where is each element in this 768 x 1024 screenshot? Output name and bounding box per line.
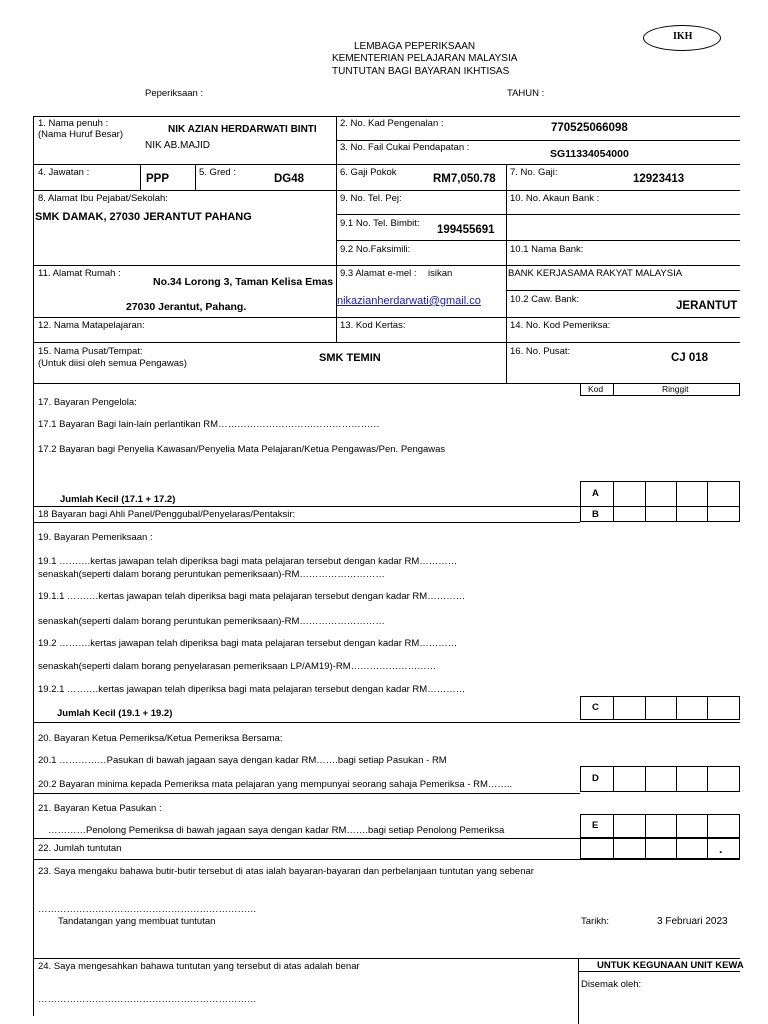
section-17-2: 17.2 Bayaran bagi Penyelia Kawasan/Penyelia Mata Pelajaran/Ketua Pengawas/Pen. Pengawas	[38, 444, 446, 455]
nama-sublabel: (Nama Huruf Besar)	[38, 129, 123, 140]
caw-label: 10.2 Caw. Bank:	[510, 294, 580, 305]
section-19-1a: 19.1 ……….kertas jawapan telah diperiksa bagi mata pelajaran tersebut dengan kadar RM…………	[38, 556, 458, 567]
section-21: 21. Bayaran Ketua Pasukan :	[38, 803, 162, 814]
nama-bank-label: 10.1 Nama Bank:	[510, 244, 584, 255]
section-18: 18 Bayaran bagi Ahli Panel/Penggubal/Penyelaras/Pentaksir:	[38, 509, 296, 520]
caw-value[interactable]: JERANTUT	[676, 300, 738, 312]
nama-label: 1. Nama penuh :	[38, 118, 109, 129]
cukai-value[interactable]: SG11334054000	[550, 148, 629, 160]
cukai-label: 3. No. Fail Cukai Pendapatan :	[340, 142, 470, 153]
section-21-1: …………Penolong Pemeriksa di bawah jagaan saya dengan kadar RM…….bagi setiap Penolong Pemeriksa	[48, 825, 505, 836]
kod-kertas-label: 13. Kod Kertas:	[340, 320, 406, 331]
alamat-rumah-label: 11. Alamat Rumah :	[38, 268, 121, 279]
section-19-2-1: 19.2.1 ……….kertas jawapan telah diperiksa bagi mata pelajaran tersebut dengan kadar RM…………	[38, 684, 466, 695]
section-20: 20. Bayaran Ketua Pemeriksa/Ketua Pemeriksa Bersama:	[38, 733, 283, 744]
code-b: B	[592, 509, 599, 520]
code-e: E	[592, 820, 599, 831]
no-gaji-value[interactable]: 12923413	[633, 173, 685, 185]
email-label: 9.3 Alamat e-mel :	[340, 268, 417, 279]
year-label: TAHUN :	[507, 88, 545, 99]
section-20-1: 20.1 ……………Pasukan di bawah jagaan saya dengan kadar RM…….bagi setiap Pasukan - RM	[38, 755, 447, 766]
kp-label: 2. No. Kad Pengenalan :	[340, 118, 444, 129]
nama-value-line1[interactable]: NIK AZIAN HERDARWATI BINTI	[168, 124, 317, 135]
form-code: IKH	[673, 31, 693, 42]
pusat-sublabel: (Untuk diisi oleh semua Pengawas)	[38, 358, 187, 369]
bank-value[interactable]: BANK KERJASAMA RAKYAT MALAYSIA	[508, 268, 683, 279]
gaji-pokok-value[interactable]: RM7,050.78	[433, 173, 496, 185]
code-a: A	[592, 488, 599, 499]
email-hint: isikan	[428, 268, 453, 279]
section-19-2: 19.2 ……….kertas jawapan telah diperiksa bagi mata pelajaran tersebut dengan kadar RM…………	[38, 638, 458, 649]
no-gaji-label: 7. No. Gaji:	[510, 167, 558, 178]
akaun-label: 10. No. Akaun Bank :	[510, 193, 600, 204]
signature-label: Tandatangan yang membuat tuntutan	[58, 916, 216, 927]
kp-value[interactable]: 770525066098	[551, 122, 628, 134]
ringgit-header: Ringgit	[662, 384, 689, 394]
tarikh-value[interactable]: 3 Februari 2023	[657, 916, 728, 927]
unit-kewangan-header: UNTUK KEGUNAAN UNIT KEWA	[597, 960, 744, 971]
no-pusat-label: 16. No. Pusat:	[510, 346, 571, 357]
jumlah-kecil-a: Jumlah Kecil (17.1 + 17.2)	[60, 494, 176, 505]
jumlah-kecil-c: Jumlah Kecil (19.1 + 19.2)	[57, 708, 173, 719]
alamat-pejabat-label: 8. Alamat Ibu Pejabat/Sekolah:	[38, 193, 168, 204]
code-c-row	[580, 696, 740, 720]
section-19-2b: senaskah(seperti dalam borang penyelarasan pemeriksaan LP/AM19)-RM………………………	[38, 661, 437, 672]
tel-bimbit-label: 9.1 No. Tel. Bimbit:	[340, 218, 420, 229]
no-pusat-value[interactable]: CJ 018	[671, 352, 709, 364]
section-19: 19. Bayaran Pemeriksaan :	[38, 532, 153, 543]
alamat-rumah-line1[interactable]: No.34 Lorong 3, Taman Kelisa Emas	[153, 276, 334, 288]
jawatan-value[interactable]: PPP	[146, 173, 170, 185]
tel-pej-label: 9. No. Tel. Pej:	[340, 193, 402, 204]
section-17: 17. Bayaran Pengelola:	[38, 397, 137, 408]
signature-dots: ……………………………………………………………	[38, 904, 257, 915]
jumlah-tuntutan-cell	[580, 838, 740, 859]
disemak-label: Disemak oleh:	[581, 979, 642, 990]
section-19-1b: senaskah(seperti dalam borang peruntukan pemeriksaan)-RM………………………	[38, 569, 385, 580]
pusat-value[interactable]: SMK TEMIN	[319, 352, 381, 364]
section-24: 24. Saya mengesahkan bahawa tuntutan yang tersebut di atas adalah benar	[38, 961, 360, 972]
nama-value-line2[interactable]: NIK AB.MAJID	[145, 140, 211, 151]
jawatan-label: 4. Jawatan :	[38, 167, 90, 178]
code-a-row	[580, 481, 740, 507]
code-d-row	[580, 766, 740, 792]
kod-header: Kod	[588, 384, 604, 394]
faks-label: 9.2 No.Faksimili:	[340, 244, 411, 255]
pusat-label: 15. Nama Pusat/Tempat:	[38, 346, 143, 357]
code-c: C	[592, 702, 599, 713]
section-23: 23. Saya mengaku bahawa butir-butir tersebut di atas ialah bayaran-bayaran dan perbelanjaan tuntutan yang sebenar	[38, 866, 534, 877]
tel-bimbit-value[interactable]: 199455691	[437, 224, 495, 236]
section-19-1-1b: senaskah(seperti dalam borang peruntukan pemeriksaan)-RM………………………	[38, 616, 385, 627]
section-22: 22. Jumlah tuntutan	[38, 843, 122, 854]
code-b-row	[580, 506, 740, 522]
header-line1: LEMBAGA PEPERIKSAAN	[354, 41, 476, 52]
signature-dots-2: ……………………………………………………………	[38, 994, 257, 1005]
alamat-pejabat-value[interactable]: SMK DAMAK, 27030 JERANTUT PAHANG	[35, 211, 252, 223]
exam-label: Peperiksaan :	[145, 88, 204, 99]
code-e-row	[580, 814, 740, 838]
matapelajaran-label: 12. Nama Matapelajaran:	[38, 320, 145, 331]
alamat-rumah-line2[interactable]: 27030 Jerantut, Pahang.	[126, 301, 247, 313]
gaji-pokok-label: 6. Gaji Pokok	[340, 167, 397, 178]
section-17-1: 17.1 Bayaran Bagi lain-lain perlantikan RM……………………………………………	[38, 419, 380, 430]
header-line2: KEMENTERIAN PELAJARAN MALAYSIA	[332, 53, 518, 64]
email-value[interactable]: nikazianherdarwati@gmail.co	[337, 295, 481, 307]
gred-value[interactable]: DG48	[274, 173, 305, 185]
kod-pemeriksa-label: 14. No. Kod Pemeriksa:	[510, 320, 611, 331]
header-line3: TUNTUTAN BAGI BAYARAN IKHTISAS	[332, 66, 510, 77]
jumlah-tuntutan-dot: .	[719, 842, 723, 856]
code-d: D	[592, 773, 599, 784]
tarikh-label: Tarikh:	[581, 916, 609, 927]
section-19-1-1: 19.1.1 ……….kertas jawapan telah diperiksa bagi mata pelajaran tersebut dengan kadar RM…………	[38, 591, 466, 602]
section-20-2: 20.2 Bayaran minima kepada Pemeriksa mata pelajaran yang mempunyai seorang sahaja Pemeriksa - RM……..	[38, 779, 513, 790]
gred-label: 5. Gred :	[199, 167, 236, 178]
